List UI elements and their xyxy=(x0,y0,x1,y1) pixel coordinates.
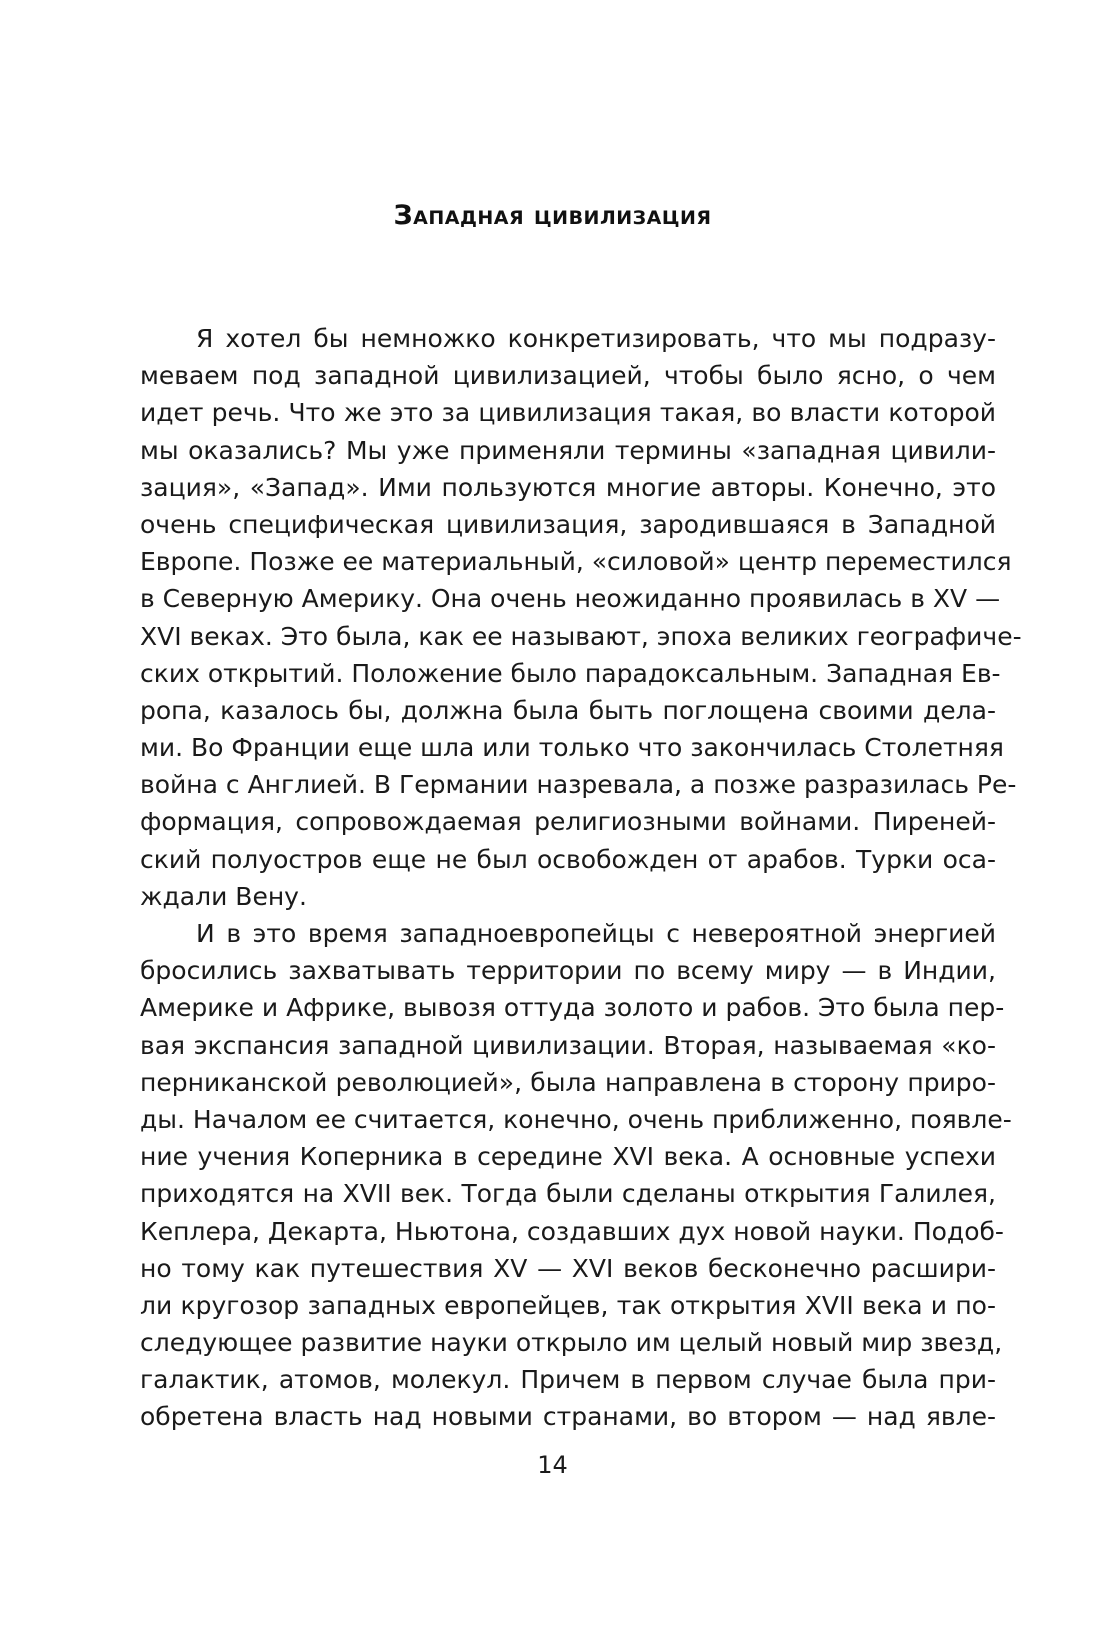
paragraph-2 xyxy=(140,915,1012,1436)
text-line: зация», «Запад». Ими пользуются многие авторы. Конечно, это xyxy=(140,472,996,502)
text-line: И в это время западноевропейцы с невероятной энергией xyxy=(196,919,996,948)
text-line: война с Англией. В Германии назревала, а позже разразилась Ре- xyxy=(140,770,1017,800)
text-line: очень специфическая цивилизация, зародившаяся в Западной xyxy=(140,509,996,539)
text-line: следующее развитие науки открыло им целый новый мир звезд, xyxy=(140,1328,1003,1358)
text-line: вая экспансия западной цивилизации. Вторая, называемая «ко- xyxy=(140,1030,996,1060)
text-line: мы оказались? Мы уже применяли термины «западная цивили- xyxy=(140,435,996,465)
text-line: меваем под западной цивилизацией, чтобы было ясно, о чем xyxy=(140,361,996,391)
text-line: идет речь. Что же это за цивилизация такая, во власти которой xyxy=(140,398,996,428)
text-line: перниканской революцией», была направлена в сторону приро- xyxy=(140,1067,996,1097)
text-line: в Северную Америку. Она очень неожиданно проявилась в XV — xyxy=(140,584,1001,614)
text-line: ждали Вену. xyxy=(140,881,307,911)
text-line: формация, сопровождаемая религиозными войнами. Пиреней- xyxy=(140,807,996,837)
text-line: ми. Во Франции еще шла или только что закончилась Столетняя xyxy=(140,733,1004,763)
text-line: ских открытий. Положение было парадоксальным. Западная Ев- xyxy=(140,658,1001,688)
text-line: но тому как путешествия XV — XVI веков бесконечно расшири- xyxy=(140,1253,996,1283)
text-line: XVI веках. Это была, как ее называют, эпоха великих географиче- xyxy=(140,621,1022,651)
text-line: Кеплера, Декарта, Ньютона, создавших дух новой науки. Подоб- xyxy=(140,1216,1004,1246)
text-line: ды. Началом ее считается, конечно, очень приближенно, появле- xyxy=(140,1104,1012,1134)
page-number: 14 xyxy=(537,1451,568,1479)
body-text xyxy=(140,320,1022,1436)
text-line: Я хотел бы немножко конкретизировать, что мы подразу- xyxy=(196,324,996,353)
text-line: ский полуостров еще не был освобожден от арабов. Турки оса- xyxy=(140,844,996,874)
text-line: галактик, атомов, молекул. Причем в первом случае была при- xyxy=(140,1365,996,1395)
text-line: Европе. Позже ее материальный, «силовой» центр переместился xyxy=(140,547,1012,577)
text-line: ние учения Коперника в середине XVI века. А основные успехи xyxy=(140,1142,996,1172)
text-line: приходятся на XVII век. Тогда были сделаны открытия Галилея, xyxy=(140,1179,996,1209)
text-line: Америке и Африке, вывозя оттуда золото и рабов. Это была пер- xyxy=(140,993,1005,1023)
text-line: обретена власть над новыми странами, во втором — над явле- xyxy=(140,1402,996,1432)
text-line: ропа, казалось бы, должна была быть поглощена своими дела- xyxy=(140,695,996,725)
text-line: бросились захватывать территории по всему миру — в Индии, xyxy=(140,956,996,986)
paragraph-1 xyxy=(140,320,1022,915)
chapter-title: Западная цивилизация xyxy=(393,200,712,231)
text-line: ли кругозор западных европейцев, так открытия XVII века и по- xyxy=(140,1290,996,1320)
